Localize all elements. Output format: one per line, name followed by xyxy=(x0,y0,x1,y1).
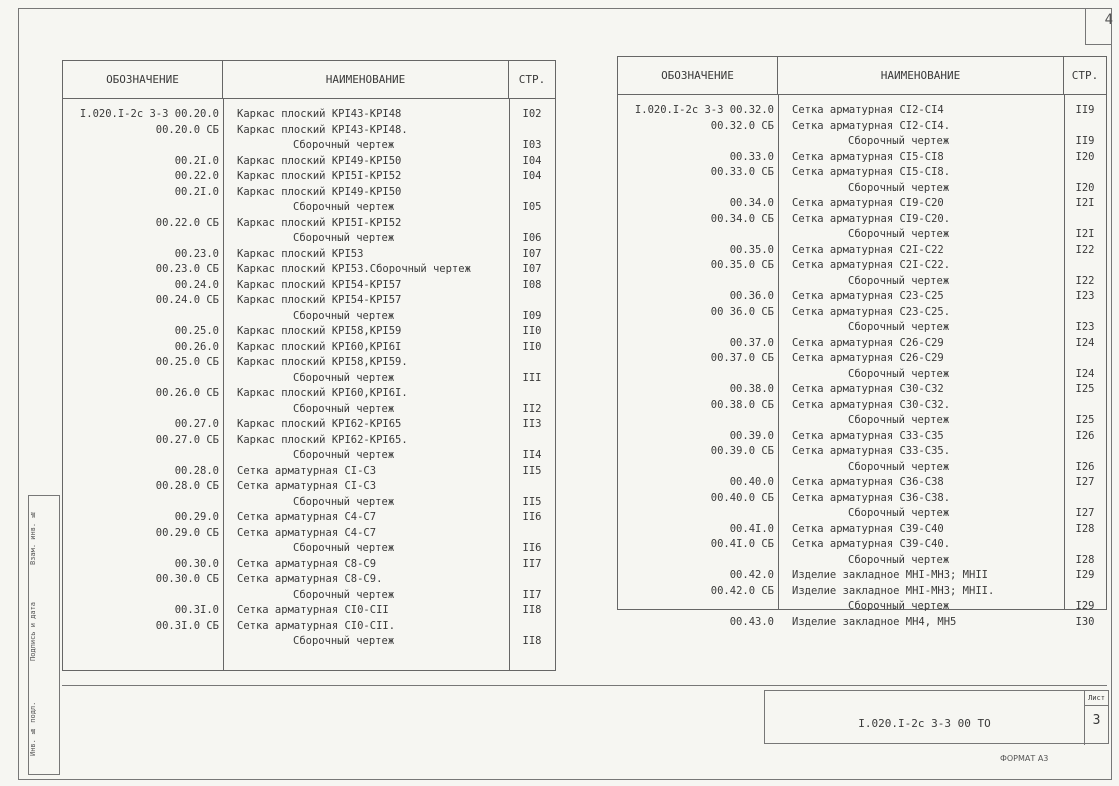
designation-cell: I.020.I-2с 3-3 00.32.0 xyxy=(634,104,774,116)
page-cell: I2I xyxy=(1075,197,1095,209)
name-cell: Сетка арматурная СI-С3 xyxy=(237,480,377,492)
page-cell: II8 xyxy=(522,635,542,647)
page-cell: I27 xyxy=(1075,507,1095,519)
name-cell: Сборочный чертеж xyxy=(293,232,395,244)
name-cell: Сборочный чертеж xyxy=(848,414,950,426)
name-cell: Сетка арматурная С36-С38. xyxy=(792,491,951,504)
designation-cell xyxy=(618,227,778,243)
designation-cell xyxy=(618,367,778,383)
designation-cell xyxy=(63,402,223,418)
designation-cell: I.020.I-2с 3-3 00.20.0 xyxy=(79,108,219,120)
page-cell xyxy=(1064,398,1106,414)
corner-number: 4 xyxy=(1104,12,1113,28)
table-row xyxy=(618,289,1106,305)
table-row xyxy=(63,541,555,557)
page-cell xyxy=(1064,584,1106,600)
name-cell: Сборочный чертеж xyxy=(293,371,395,384)
designation-cell: 00.39.0 xyxy=(729,429,774,442)
name-cell: Каркас плоский КРI62-КРI65. xyxy=(237,433,408,446)
name-cell: Сборочный чертеж xyxy=(293,402,395,415)
name-cell: Сетка арматурная С36-С38 xyxy=(792,476,944,488)
page-cell: II2 xyxy=(522,402,542,415)
page-cell: I27 xyxy=(1075,476,1095,488)
designation-cell: 00.26.0 xyxy=(174,340,219,353)
side-label: Взам. инв. № xyxy=(29,510,37,566)
name-cell: Изделие закладное МНI-МН3; МНII. xyxy=(792,584,995,597)
page-cell: I07 xyxy=(522,263,542,275)
designation-cell xyxy=(63,541,223,557)
name-cell: Сетка арматурная СI5-СI8 xyxy=(792,150,944,163)
name-cell: Сетка арматурная С4-С7 xyxy=(237,511,377,523)
name-cell: Сборочный чертеж xyxy=(848,553,950,566)
designation-cell: 00.24.0 xyxy=(174,278,219,291)
name-cell: Сборочный чертеж xyxy=(848,600,950,612)
table-row xyxy=(63,464,555,480)
designation-cell: 00.22.0 СБ xyxy=(155,216,219,229)
index-table-right xyxy=(617,56,1107,628)
table-row xyxy=(63,216,555,232)
page-cell: I2I xyxy=(1075,228,1095,240)
name-cell: Сборочный чертеж xyxy=(293,309,395,322)
table-row xyxy=(618,491,1106,507)
page-cell: I03 xyxy=(522,139,542,151)
table-row xyxy=(618,460,1106,476)
designation-cell: 00.25.0 xyxy=(174,325,219,337)
table-rows xyxy=(63,107,555,650)
designation-cell: 00.40.0 СБ xyxy=(710,491,774,504)
designation-cell: 00.29.0 xyxy=(174,511,219,523)
designation-cell: 00.43.0 xyxy=(729,615,774,628)
table-row xyxy=(618,553,1106,569)
table-row xyxy=(618,212,1106,228)
name-cell: Каркас плоский КРI49-КРI50 xyxy=(237,185,402,198)
name-cell: Сетка арматурная СI9-С20. xyxy=(792,212,951,225)
name-cell: Сборочный чертеж xyxy=(848,274,950,287)
page-cell: II0 xyxy=(522,325,542,337)
page-cell: I22 xyxy=(1075,274,1095,287)
name-cell: Каркас плоский КРI54-КРI57 xyxy=(237,294,402,306)
page-cell: I09 xyxy=(522,309,542,322)
name-cell: Каркас плоский КРI58,КРI59. xyxy=(237,356,408,368)
table-row xyxy=(618,243,1106,259)
designation-cell: 00.33.0 xyxy=(729,150,774,163)
table-row xyxy=(63,448,555,464)
designation-cell: 00.26.0 СБ xyxy=(155,387,219,399)
page-cell: II6 xyxy=(522,511,542,523)
header-designation: ОБОЗНАЧЕНИЕ xyxy=(63,61,223,98)
table-row xyxy=(618,150,1106,166)
page-cell: I23 xyxy=(1075,321,1095,333)
designation-cell xyxy=(618,553,778,569)
table-row xyxy=(63,138,555,154)
name-cell: Сетка арматурная СI0-СII xyxy=(237,604,389,616)
designation-cell xyxy=(63,309,223,325)
name-cell: Сборочный чертеж xyxy=(848,321,950,333)
table-row xyxy=(63,185,555,201)
table-row xyxy=(618,522,1106,538)
table-row xyxy=(618,336,1106,352)
name-cell: Каркас плоский КРI53.Сборочный чертеж xyxy=(237,263,471,275)
table-row xyxy=(63,324,555,340)
page-cell: III xyxy=(522,371,542,384)
table-row xyxy=(618,537,1106,553)
designation-cell xyxy=(63,448,223,464)
name-cell: Сетка арматурная СI2-СI4 xyxy=(792,104,944,116)
name-cell: Сборочный чертеж xyxy=(848,181,950,194)
page-cell xyxy=(1064,351,1106,367)
name-cell: Сетка арматурная С23-С25. xyxy=(792,305,951,318)
page-cell: II0 xyxy=(522,340,542,353)
table-row xyxy=(618,429,1106,445)
designation-cell: 00.27.0 СБ xyxy=(155,433,219,446)
name-cell: Сетка арматурная С26-С29 xyxy=(792,336,944,349)
page-cell xyxy=(509,386,555,402)
name-cell: Сетка арматурная С23-С25 xyxy=(792,290,944,302)
page-cell: I22 xyxy=(1075,243,1095,256)
table-rows xyxy=(618,103,1106,630)
page-cell: II8 xyxy=(522,604,542,616)
page-cell xyxy=(1064,444,1106,460)
page-cell xyxy=(509,572,555,588)
table-row xyxy=(618,351,1106,367)
table-row xyxy=(63,557,555,573)
side-label: Подпись и дата xyxy=(29,601,37,661)
name-cell: Сетка арматурная СI0-СII. xyxy=(237,619,396,632)
table-row xyxy=(63,371,555,387)
table-row xyxy=(63,231,555,247)
table-row xyxy=(618,382,1106,398)
table-row xyxy=(63,169,555,185)
page-cell: I23 xyxy=(1075,290,1095,302)
table-row xyxy=(63,262,555,278)
designation-cell: 00.2I.0 xyxy=(174,154,219,167)
name-cell: Каркас плоский КРI62-КРI65 xyxy=(237,418,402,430)
title-block xyxy=(764,690,1109,744)
designation-cell xyxy=(63,200,223,216)
table-header xyxy=(63,61,555,99)
table-row xyxy=(63,247,555,263)
page-cell: II3 xyxy=(522,418,542,430)
page-cell: I20 xyxy=(1075,150,1095,163)
table-row xyxy=(63,495,555,511)
designation-cell: 00.29.0 СБ xyxy=(155,526,219,539)
page-cell: I25 xyxy=(1075,383,1095,395)
page-cell: I28 xyxy=(1075,553,1095,566)
designation-cell: 00.25.0 СБ xyxy=(155,356,219,368)
table-row xyxy=(618,274,1106,290)
table-row xyxy=(618,165,1106,181)
designation-cell: 00.28.0 СБ xyxy=(155,480,219,492)
table-row xyxy=(63,355,555,371)
designation-cell: 00.30.0 xyxy=(174,557,219,570)
designation-cell: 00.39.0 СБ xyxy=(710,445,774,457)
table-row xyxy=(63,309,555,325)
designation-cell: 00.4I.0 СБ xyxy=(710,538,774,550)
table-row xyxy=(618,181,1106,197)
page-cell: I06 xyxy=(522,232,542,244)
page-cell: I29 xyxy=(1075,569,1095,581)
name-cell: Сетка арматурная СI2-СI4. xyxy=(792,119,951,132)
table-row xyxy=(63,417,555,433)
page-cell xyxy=(509,619,555,635)
page-cell xyxy=(509,185,555,201)
table-row xyxy=(63,293,555,309)
page-cell: II5 xyxy=(522,495,542,508)
designation-cell xyxy=(618,506,778,522)
designation-cell: 00.36.0 xyxy=(729,290,774,302)
page-cell: II7 xyxy=(522,588,542,601)
designation-cell: 00.34.0 xyxy=(729,197,774,209)
name-cell: Сетка арматурная С4-С7 xyxy=(237,526,377,539)
designation-cell xyxy=(63,588,223,604)
table-row xyxy=(63,603,555,619)
name-cell: Изделие закладное МН4, МН5 xyxy=(792,615,957,628)
table-row xyxy=(63,107,555,123)
designation-cell xyxy=(618,599,778,615)
designation-cell: 00.28.0 xyxy=(174,464,219,477)
name-cell: Каркас плоский КРI54-КРI57 xyxy=(237,278,402,291)
designation-cell: 00.35.0 xyxy=(729,243,774,256)
designation-cell: 00.37.0 xyxy=(729,336,774,349)
designation-cell: 00.38.0 xyxy=(729,383,774,395)
name-cell: Каркас плоский КРI53 xyxy=(237,247,364,260)
name-cell: Каркас плоский КРI60,КРI6I. xyxy=(237,387,408,399)
name-cell: Сетка арматурная С30-С32 xyxy=(792,383,944,395)
designation-cell: 00.4I.0 xyxy=(729,522,774,535)
page-cell xyxy=(1064,537,1106,553)
table-row xyxy=(618,305,1106,321)
side-stamp xyxy=(28,495,60,775)
designation-cell: 00.33.0 СБ xyxy=(710,166,774,178)
table-row xyxy=(63,572,555,588)
page-cell xyxy=(509,123,555,139)
name-cell: Сборочный чертеж xyxy=(293,201,395,213)
page-cell: II7 xyxy=(522,557,542,570)
name-cell: Сетка арматурная СI5-СI8. xyxy=(792,166,951,178)
designation-cell xyxy=(63,371,223,387)
sheet-label: Лист xyxy=(1085,691,1108,706)
table-row xyxy=(63,526,555,542)
page-cell xyxy=(509,355,555,371)
page-cell xyxy=(509,479,555,495)
designation-cell xyxy=(618,134,778,150)
page-cell xyxy=(1064,258,1106,274)
page-cell xyxy=(509,293,555,309)
table-row xyxy=(63,154,555,170)
name-cell: Сборочный чертеж xyxy=(848,460,950,473)
designation-cell xyxy=(63,634,223,650)
name-cell: Сборочный чертеж xyxy=(293,449,395,461)
name-cell: Сетка арматурная СI-С3 xyxy=(237,464,377,477)
table-row xyxy=(63,278,555,294)
designation-cell xyxy=(63,138,223,154)
designation-cell: 00.42.0 xyxy=(729,569,774,581)
page-cell xyxy=(1064,165,1106,181)
name-cell: Каркас плоский КРI49-КРI50 xyxy=(237,154,402,167)
page-cell: II9 xyxy=(1075,104,1095,116)
designation-cell: 00.23.0 СБ xyxy=(155,263,219,275)
name-cell: Сборочный чертеж xyxy=(293,495,395,508)
page-cell: I26 xyxy=(1075,429,1095,442)
designation-cell: 00.20.0 СБ xyxy=(155,123,219,136)
designation-cell: 00.40.0 xyxy=(729,476,774,488)
table-row xyxy=(618,134,1106,150)
header-designation: ОБОЗНАЧЕНИЕ xyxy=(618,57,778,94)
table-row xyxy=(618,398,1106,414)
page-cell: I24 xyxy=(1075,367,1095,380)
page-cell: I04 xyxy=(522,154,542,167)
designation-cell xyxy=(63,495,223,511)
designation-cell: 00.23.0 xyxy=(174,247,219,260)
table-row xyxy=(618,258,1106,274)
name-cell: Сетка арматурная С8-С9. xyxy=(237,573,383,585)
name-cell: Каркас плоский КРI5I-КРI52 xyxy=(237,170,402,182)
header-page: СТР. xyxy=(1071,69,1099,82)
page-cell: I07 xyxy=(522,247,542,260)
name-cell: Сборочный чертеж xyxy=(293,635,395,647)
table-row xyxy=(63,588,555,604)
name-cell: Сборочный чертеж xyxy=(848,367,950,380)
designation-cell: 00.27.0 xyxy=(174,418,219,430)
page-cell xyxy=(1064,305,1106,321)
header-page: СТР. xyxy=(518,73,546,86)
table-row xyxy=(63,200,555,216)
page-cell: I24 xyxy=(1075,336,1095,349)
table-row xyxy=(618,227,1106,243)
document-code: I.020.I-2с 3-3 00 ТО xyxy=(858,717,991,730)
page-cell: I08 xyxy=(522,278,542,291)
page-cell: II9 xyxy=(1075,135,1095,147)
designation-cell xyxy=(618,274,778,290)
index-table-left xyxy=(62,60,556,671)
name-cell: Сетка арматурная С33-С35. xyxy=(792,445,951,457)
name-cell: Каркас плоский КРI43-КРI48. xyxy=(237,123,408,136)
page-cell: I28 xyxy=(1075,522,1095,535)
designation-cell: 00.38.0 СБ xyxy=(710,398,774,411)
designation-cell xyxy=(618,320,778,336)
sheet-cell xyxy=(1084,691,1108,745)
page-cell: I26 xyxy=(1075,460,1095,473)
page-cell: I02 xyxy=(522,108,542,120)
table-row xyxy=(63,433,555,449)
name-cell: Сетка арматурная С30-С32. xyxy=(792,398,951,411)
table-row xyxy=(618,568,1106,584)
name-cell: Сетка арматурная С8-С9 xyxy=(237,557,377,570)
designation-cell xyxy=(618,413,778,429)
designation-cell: 00.35.0 СБ xyxy=(710,259,774,271)
name-cell: Сборочный чертеж xyxy=(848,228,950,240)
name-cell: Каркас плоский КРI43-КРI48 xyxy=(237,108,402,120)
name-cell: Сетка арматурная С39-С40 xyxy=(792,522,944,535)
table-row xyxy=(618,506,1106,522)
name-cell: Сборочный чертеж xyxy=(293,542,395,554)
name-cell: Каркас плоский КРI60,КРI6I xyxy=(237,340,402,353)
name-cell: Сборочный чертеж xyxy=(293,588,395,601)
designation-cell xyxy=(618,181,778,197)
page-cell: I05 xyxy=(522,201,542,213)
designation-cell: 00.3I.0 СБ xyxy=(155,619,219,632)
table-row xyxy=(618,475,1106,491)
table-row xyxy=(618,367,1106,383)
header-name: НАИМЕНОВАНИЕ xyxy=(778,57,1064,94)
page-cell xyxy=(509,433,555,449)
page-cell xyxy=(1064,491,1106,507)
name-cell: Каркас плоский КРI58,КРI59 xyxy=(237,325,402,337)
designation-cell: 00.2I.0 xyxy=(174,185,219,198)
page-cell: I25 xyxy=(1075,414,1095,426)
designation-cell xyxy=(63,231,223,247)
page-cell xyxy=(1064,119,1106,135)
page-cell xyxy=(509,216,555,232)
table-row xyxy=(63,402,555,418)
table-row xyxy=(63,479,555,495)
table-row xyxy=(618,584,1106,600)
table-row xyxy=(618,413,1106,429)
table-row xyxy=(63,386,555,402)
name-cell: Сборочный чертеж xyxy=(293,139,395,151)
page-cell: I20 xyxy=(1075,181,1095,194)
table-header xyxy=(618,57,1106,95)
name-cell: Сетка арматурная С2I-С22 xyxy=(792,243,944,256)
table-row xyxy=(63,634,555,650)
table-row xyxy=(63,340,555,356)
table-row xyxy=(618,444,1106,460)
designation-cell xyxy=(618,460,778,476)
page-cell: I29 xyxy=(1075,600,1095,612)
designation-cell: 00.30.0 СБ xyxy=(155,573,219,585)
name-cell: Каркас плоский КРI5I-КРI52 xyxy=(237,216,402,229)
table-row xyxy=(618,103,1106,119)
name-cell: Сетка арматурная С33-С35 xyxy=(792,429,944,442)
page-cell: II6 xyxy=(522,542,542,554)
page-cell: I30 xyxy=(1075,615,1095,628)
table-row xyxy=(618,196,1106,212)
designation-cell: 00 36.0 СБ xyxy=(710,305,774,318)
table-row xyxy=(618,119,1106,135)
format-label: ФОРМАТ А3 xyxy=(1000,754,1049,763)
designation-cell: 00.32.0 СБ xyxy=(710,119,774,132)
name-cell: Сетка арматурная С2I-С22. xyxy=(792,259,951,271)
side-label: Инв. № подл. xyxy=(29,701,37,756)
header-name: НАИМЕНОВАНИЕ xyxy=(223,61,509,98)
page-cell: II5 xyxy=(522,464,542,477)
page-cell xyxy=(509,526,555,542)
designation-cell: 00.24.0 СБ xyxy=(155,294,219,306)
page-cell xyxy=(1064,212,1106,228)
name-cell: Изделие закладное МНI-МН3; МНII xyxy=(792,569,988,581)
table-row xyxy=(618,599,1106,615)
designation-cell: 00.3I.0 xyxy=(174,604,219,616)
table-row xyxy=(618,615,1106,631)
name-cell: Сборочный чертеж xyxy=(848,507,950,519)
name-cell: Сетка арматурная С26-С29 xyxy=(792,352,944,364)
page-cell: II4 xyxy=(522,449,542,461)
designation-cell: 00.34.0 СБ xyxy=(710,212,774,225)
designation-cell: 00.42.0 СБ xyxy=(710,584,774,597)
name-cell: Сетка арматурная СI9-С20 xyxy=(792,197,944,209)
table-row xyxy=(63,123,555,139)
name-cell: Сборочный чертеж xyxy=(848,135,950,147)
table-row xyxy=(63,619,555,635)
designation-cell: 00.22.0 xyxy=(174,170,219,182)
sheet-number: 3 xyxy=(1092,713,1101,728)
table-row xyxy=(63,510,555,526)
name-cell: Сетка арматурная С39-С40. xyxy=(792,538,951,550)
page-cell: I04 xyxy=(522,170,542,182)
designation-cell: 00.37.0 СБ xyxy=(710,352,774,364)
table-row xyxy=(618,320,1106,336)
